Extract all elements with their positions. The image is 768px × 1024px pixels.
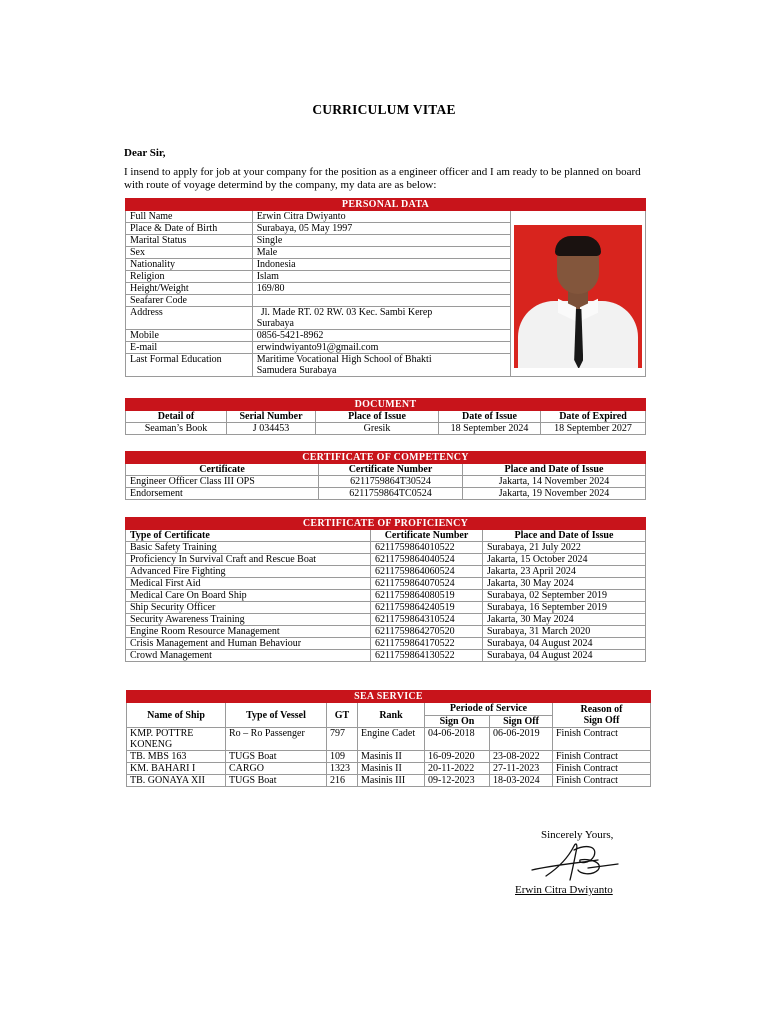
column-header: Place and Date of Issue (483, 530, 646, 542)
table-cell: 6211759864170522 (371, 638, 483, 650)
table-row (126, 626, 646, 638)
ship-name-line-2: KONENG (130, 739, 173, 750)
personal-value (252, 354, 510, 377)
column-header: Type of Certificate (126, 530, 371, 542)
photo-cell (511, 211, 646, 377)
table-cell: TUGS Boat (226, 775, 327, 787)
profile-photo (514, 225, 642, 368)
column-header: Certificate Number (319, 464, 463, 476)
reason-header-line-2: Sign Off (583, 715, 620, 726)
document-table (125, 398, 646, 435)
table-row (126, 566, 646, 578)
table-cell: 27-11-2023 (490, 763, 553, 775)
competency-heading: CERTIFICATE OF COMPETENCY (126, 452, 646, 464)
table-row (126, 602, 646, 614)
education-line-2: Samudera Surabaya (256, 365, 337, 376)
table-cell: Ship Security Officer (126, 602, 371, 614)
table-cell: 797 (327, 728, 358, 751)
signature (528, 840, 622, 884)
table-cell: KM. BAHARI I (127, 763, 226, 775)
personal-label: Mobile (126, 330, 253, 342)
table-cell: Finish Contract (553, 728, 651, 751)
column-header: Detail of (126, 411, 227, 423)
table-cell: 18 September 2027 (541, 423, 646, 435)
table-cell: 6211759864130522 (371, 650, 483, 662)
table-cell: Security Awareness Training (126, 614, 371, 626)
table-cell: 6211759864060524 (371, 566, 483, 578)
sea-service-table (126, 690, 651, 787)
table-cell: Jakarta, 19 November 2024 (463, 488, 646, 500)
personal-value: Erwin Citra Dwiyanto (252, 211, 510, 223)
table-cell: Crisis Management and Human Behaviour (126, 638, 371, 650)
table-row (127, 751, 651, 763)
personal-label: Place & Date of Birth (126, 223, 253, 235)
table-cell: 216 (327, 775, 358, 787)
table-cell: Finish Contract (553, 751, 651, 763)
table-cell: Surabaya, 31 March 2020 (483, 626, 646, 638)
table-cell: 6211759864070524 (371, 578, 483, 590)
table-cell: 6211759864310524 (371, 614, 483, 626)
personal-value (252, 295, 510, 307)
table-cell: 18-03-2024 (490, 775, 553, 787)
document-heading: DOCUMENT (126, 399, 646, 411)
column-header: Date of Issue (439, 411, 541, 423)
personal-label: Marital Status (126, 235, 253, 247)
table-cell: Masinis II (358, 763, 425, 775)
personal-label: Height/Weight (126, 283, 253, 295)
personal-label: E-mail (126, 342, 253, 354)
address-line-2: Surabaya (256, 318, 294, 329)
table-cell: Engine Room Resource Management (126, 626, 371, 638)
table-cell: 18 September 2024 (439, 423, 541, 435)
table-cell: Jakarta, 23 April 2024 (483, 566, 646, 578)
table-cell (127, 728, 226, 751)
table-cell: 6211759864080519 (371, 590, 483, 602)
table-cell: CARGO (226, 763, 327, 775)
table-cell: Ro – Ro Passenger (226, 728, 327, 751)
table-row (126, 590, 646, 602)
table-cell: Gresik (316, 423, 439, 435)
table-cell: Surabaya, 02 September 2019 (483, 590, 646, 602)
personal-value: Male (252, 247, 510, 259)
table-cell: 6211759864270520 (371, 626, 483, 638)
ship-name-line-1: KMP. POTTRE (130, 728, 194, 739)
reason-header-line-1: Reason of (580, 704, 623, 715)
personal-label: Full Name (126, 211, 253, 223)
table-cell: 09-12-2023 (425, 775, 490, 787)
table-cell: 6211759864T30524 (319, 476, 463, 488)
table-cell: Advanced Fire Fighting (126, 566, 371, 578)
personal-data-table (125, 198, 646, 377)
column-header: Rank (358, 703, 425, 728)
personal-value: 169/80 (252, 283, 510, 295)
proficiency-table (125, 517, 646, 662)
table-row (126, 423, 646, 435)
table-cell: Jakarta, 14 November 2024 (463, 476, 646, 488)
closing-text: Sincerely Yours, (541, 829, 614, 841)
personal-value: Indonesia (252, 259, 510, 271)
table-cell: Medical Care On Board Ship (126, 590, 371, 602)
personal-value (252, 307, 510, 330)
column-header: Place of Issue (316, 411, 439, 423)
table-cell: 16-09-2020 (425, 751, 490, 763)
competency-table (125, 451, 646, 500)
table-row (126, 488, 646, 500)
table-cell: 6211759864010522 (371, 542, 483, 554)
table-cell: Surabaya, 04 August 2024 (483, 638, 646, 650)
table-row (126, 614, 646, 626)
table-cell: 109 (327, 751, 358, 763)
table-row (126, 476, 646, 488)
table-cell: Engine Cadet (358, 728, 425, 751)
intro-paragraph: I insend to apply for job at your company for the position as a engineer officer and I am ready to be planned on board with route of voyage determind by the company, my data are as below: (124, 166, 641, 191)
column-header: Type of Vessel (226, 703, 327, 728)
table-cell: Crowd Management (126, 650, 371, 662)
personal-label: Seafarer Code (126, 295, 253, 307)
personal-label: Sex (126, 247, 253, 259)
table-cell: Surabaya, 21 July 2022 (483, 542, 646, 554)
table-cell: J 034453 (227, 423, 316, 435)
table-row (127, 775, 651, 787)
column-header: Periode of Service (425, 703, 553, 716)
table-cell: 04-06-2018 (425, 728, 490, 751)
table-cell: Surabaya, 04 August 2024 (483, 650, 646, 662)
table-cell: Proficiency In Survival Craft and Rescue Boat (126, 554, 371, 566)
education-line-1: Maritime Vocational High School of Bhakti (256, 354, 432, 365)
greeting: Dear Sir, (124, 147, 166, 159)
table-cell: TB. MBS 163 (127, 751, 226, 763)
address-line-1: Jl. Made RT. 02 RW. 03 Kec. Sambi Kerep (260, 307, 433, 318)
personal-value: Single (252, 235, 510, 247)
personal-value: Surabaya, 05 May 1997 (252, 223, 510, 235)
column-header: Certificate Number (371, 530, 483, 542)
table-cell: 23-08-2022 (490, 751, 553, 763)
table-cell: 6211759864040524 (371, 554, 483, 566)
sea-service-heading: SEA SERVICE (127, 691, 651, 703)
table-row (126, 578, 646, 590)
table-cell: TUGS Boat (226, 751, 327, 763)
table-cell: Finish Contract (553, 763, 651, 775)
table-row (126, 650, 646, 662)
column-header: Certificate (126, 464, 319, 476)
personal-data-heading: PERSONAL DATA (126, 199, 646, 211)
document-title: CURRICULUM VITAE (312, 102, 456, 117)
column-header: Serial Number (227, 411, 316, 423)
table-cell: Masinis III (358, 775, 425, 787)
personal-value: Islam (252, 271, 510, 283)
table-cell: Jakarta, 15 October 2024 (483, 554, 646, 566)
table-cell: TB. GONAYA XII (127, 775, 226, 787)
personal-value: erwindwiyanto91@gmail.com (252, 342, 510, 354)
column-header: Date of Expired (541, 411, 646, 423)
column-header: Place and Date of Issue (463, 464, 646, 476)
table-row (126, 638, 646, 650)
table-cell: Finish Contract (553, 775, 651, 787)
personal-label: Last Formal Education (126, 354, 253, 377)
personal-label: Religion (126, 271, 253, 283)
proficiency-heading: CERTIFICATE OF PROFICIENCY (126, 518, 646, 530)
table-row (127, 728, 651, 751)
table-cell: Jakarta, 30 May 2024 (483, 578, 646, 590)
table-cell: 06-06-2019 (490, 728, 553, 751)
column-header: Name of Ship (127, 703, 226, 728)
table-row (126, 554, 646, 566)
column-header (553, 703, 651, 728)
table-cell: 1323 (327, 763, 358, 775)
table-cell: Medical First Aid (126, 578, 371, 590)
personal-label: Address (126, 307, 253, 330)
table-row (126, 542, 646, 554)
personal-label: Nationality (126, 259, 253, 271)
column-header: Sign Off (490, 715, 553, 728)
table-cell: Seaman’s Book (126, 423, 227, 435)
table-cell: 20-11-2022 (425, 763, 490, 775)
personal-value: 0856-5421-8962 (252, 330, 510, 342)
table-cell: Surabaya, 16 September 2019 (483, 602, 646, 614)
signer-name: Erwin Citra Dwiyanto (515, 884, 613, 896)
table-cell: Basic Safety Training (126, 542, 371, 554)
table-cell: Masinis II (358, 751, 425, 763)
table-row (127, 763, 651, 775)
column-header: Sign On (425, 715, 490, 728)
table-cell: Endorsement (126, 488, 319, 500)
table-cell: 6211759864240519 (371, 602, 483, 614)
column-header: GT (327, 703, 358, 728)
table-cell: Jakarta, 30 May 2024 (483, 614, 646, 626)
table-cell: Engineer Officer Class III OPS (126, 476, 319, 488)
table-cell: 6211759864TC0524 (319, 488, 463, 500)
